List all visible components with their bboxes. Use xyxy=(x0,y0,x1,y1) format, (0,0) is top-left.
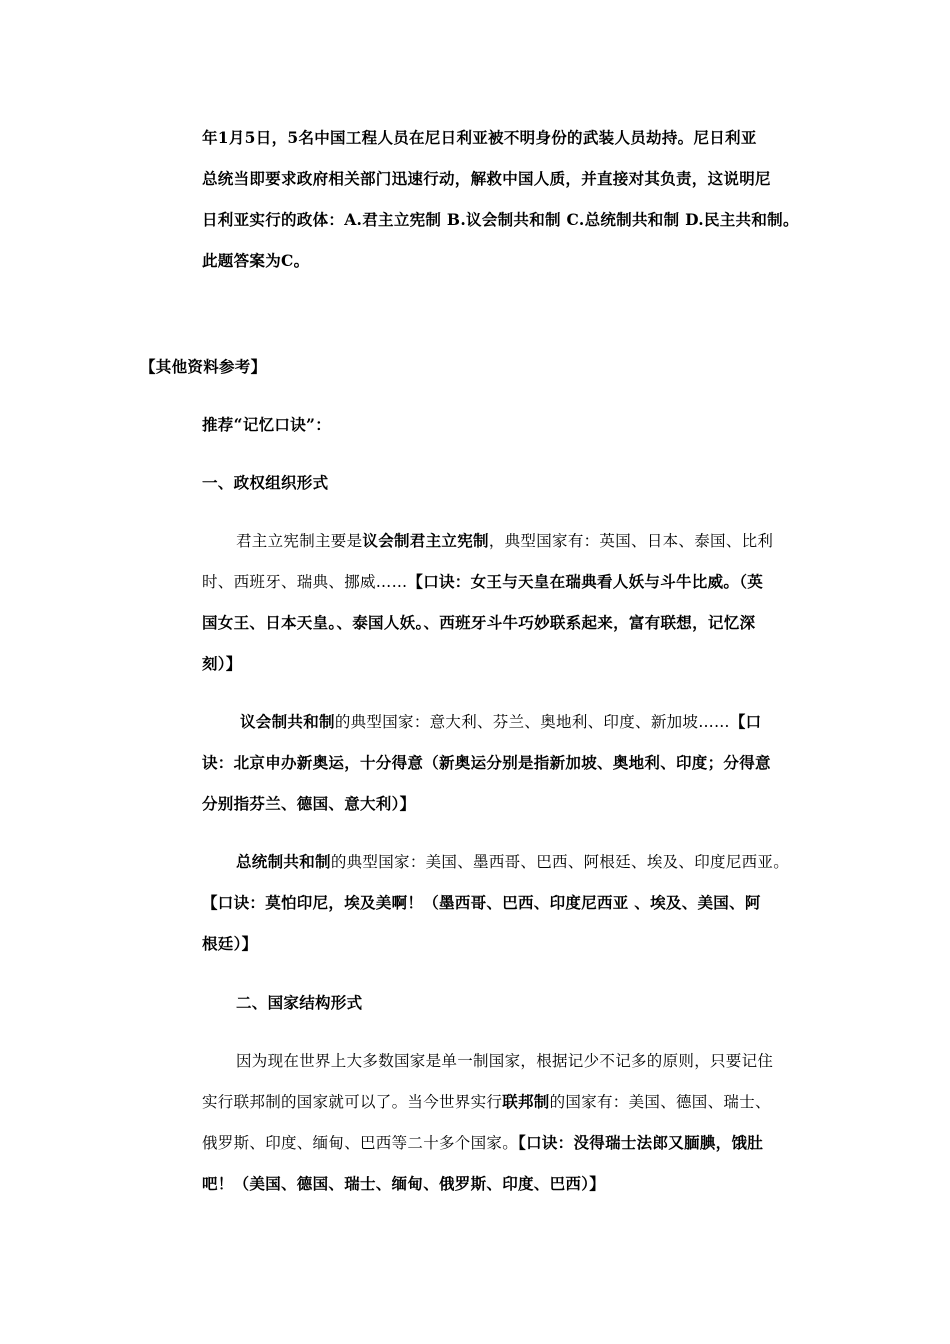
p4-line-2 xyxy=(202,1091,771,1113)
p1-line-4: 刻）】 xyxy=(202,654,242,673)
p1-line-1 xyxy=(236,530,773,552)
p4-text: 实行联邦制的国家就可以了。当今世界实行 xyxy=(202,1093,503,1111)
intro-line-1: 年1月5日，5名中国工程人员在尼日利亚被不明身份的武装人员劫持。尼日利亚 xyxy=(202,128,757,147)
p1-emphasis: 议会制君主立宪制 xyxy=(362,531,489,550)
p4-line-4: 吧！（美国、德国、瑞士、缅甸、俄罗斯、印度、巴西）】 xyxy=(202,1174,606,1193)
p4-text: 的国家有：美国、德国、瑞士、 xyxy=(549,1093,771,1111)
p1-text: 君主立宪制主要是 xyxy=(236,532,363,550)
section-title: 【其他资料参考】 xyxy=(140,357,267,376)
heading-state-structure: 二、国家结构形式 xyxy=(236,993,363,1012)
p2-line-3: 分别指芬兰、德国、意大利）】 xyxy=(202,794,416,813)
p4-line-3 xyxy=(202,1132,763,1154)
p4-mnemonic: 【口诀：没得瑞士法郎又腼腆，饿肚 xyxy=(518,1133,764,1152)
p2-line-2: 诀：北京申办新奥运，十分得意（新奥运分别是指新加坡、奥地利、印度；分得意 xyxy=(202,753,771,772)
p1-text: ，典型国家有：英国、日本、泰国、比利 xyxy=(488,532,774,550)
p3-line-3: 根廷）】 xyxy=(202,934,258,953)
p2-line-1 xyxy=(240,711,761,733)
p3-emphasis: 总统制共和制 xyxy=(236,852,331,871)
p4-text: 俄罗斯、印度、缅甸、巴西等二十多个国家。 xyxy=(202,1134,519,1152)
p2-mnemonic: 【口 xyxy=(729,712,762,731)
p1-text: 时、西班牙、瑞典、挪威…… xyxy=(202,573,408,591)
p4-line-1: 因为现在世界上大多数国家是单一制国家，根据记少不记多的原则，只要记住 xyxy=(236,1052,774,1070)
p1-line-3: 国女王、日本天皇。、泰国人妖。、西班牙斗牛巧妙联系起来，富有联想，记忆深 xyxy=(202,613,756,632)
p4-emphasis: 联邦制 xyxy=(502,1092,550,1111)
p2-emphasis: 议会制共和制 xyxy=(240,712,335,731)
p3-text: 的典型国家：美国、墨西哥、巴西、阿根廷、埃及、印度尼西亚。 xyxy=(330,853,790,871)
intro-line-4: 此题答案为C。 xyxy=(202,251,310,270)
intro-line-3: 日利亚实行的政体：A.君主立宪制 B.议会制共和制 C.总统制共和制 D.民主共和制。 xyxy=(202,210,799,229)
heading-government-form: 一、政权组织形式 xyxy=(202,473,329,492)
p1-mnemonic: 【口诀：女王与天皇在瑞典看人妖与斗牛比威。（英 xyxy=(407,572,764,591)
p1-line-2 xyxy=(202,571,763,593)
intro-line-2: 总统当即要求政府相关部门迅速行动，解救中国人质，并直接对其负责，这说明尼 xyxy=(202,169,771,188)
recommend-line: 推荐“记忆口诀”： xyxy=(202,415,332,434)
p3-line-2: 【口诀：莫怕印尼，埃及美啊！（墨西哥、巴西、印度尼西亚 、埃及、美国、阿 xyxy=(202,893,761,912)
p3-line-1 xyxy=(236,851,789,873)
p2-text: 的典型国家：意大利、芬兰、奥地利、印度、新加坡…… xyxy=(334,713,730,731)
